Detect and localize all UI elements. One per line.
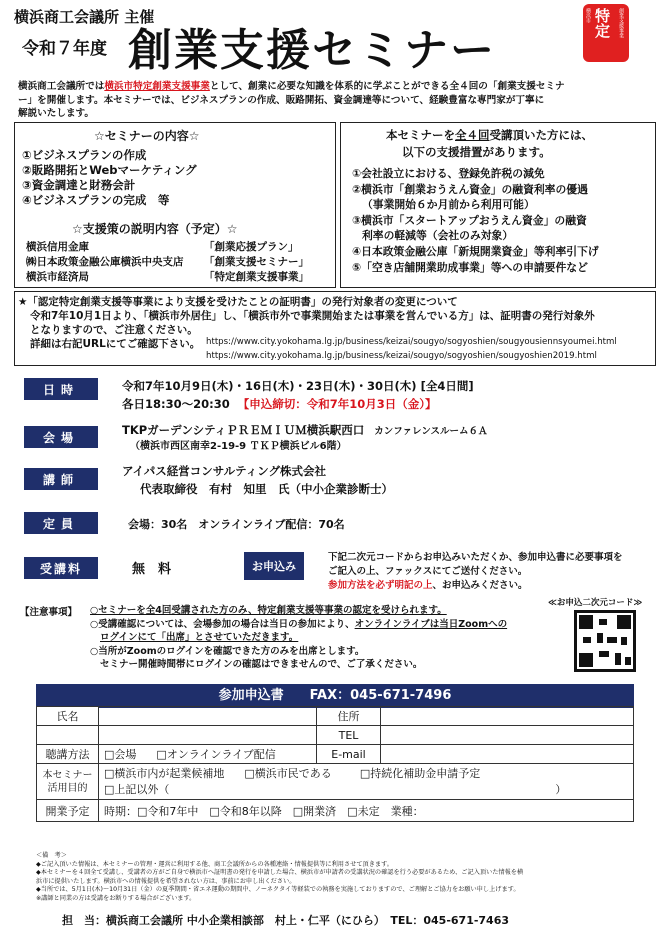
method-label: 聴講方法 — [37, 745, 99, 764]
form-title: 参加申込書 FAX：045-671-7496 — [36, 684, 634, 708]
capacity: 会場：30名 オンラインライブ配信：70名 — [128, 518, 345, 531]
venue-checkbox[interactable]: □会場 — [104, 748, 137, 761]
remarks: ＜備 考＞ ◆ご記入頂いた情報は、本セミナーの管理・運営に利用する他、商工会議所からの各種連絡・情報提供等に利用させて頂きます。 ◆本セミナーを４回全て受講し、受講者の方がご自身で横浜市へ証明書の発行を申請した場合、横浜市が申請者の受講状況の確認を行う必要があるため、ご記入頂いた情報を横 浜市に提供いたします。横浜市への情報提供を希望されない方は、事前にお申し出ください。 ◆当所では、5月1日(木)～10月31日（金）の夏季期間・省エネ運動の期間中、ノーネクタイ等軽装での執務を実施しておりますので、ご理解とご協力をお願い申し上げます。 ※講師と同業の方は受講をお断りする場合がございます。 — [36, 852, 524, 902]
list-item: ⑤「空き店舗開業助成事業」等への申請要件など — [352, 260, 588, 274]
start-options[interactable]: 時期：□令和7年中 □令和8年以降 □開業済 □未定 業種： — [99, 800, 634, 822]
list-item: ③横浜市「スタートアップおうえん資金」の融資 — [352, 213, 587, 227]
lecturer-label: 講師 — [24, 468, 98, 490]
name-field[interactable] — [99, 707, 317, 726]
venue-address: （横浜市西区南幸2-19-9 ＴＫＰ横浜ビル6階） — [130, 441, 347, 452]
venue-name: TKPガーデンシティＰＲＥＭＩＵＭ横浜駅西口 カンファレンスルーム６Ａ — [122, 423, 488, 437]
list-item: 利率の軽減等（会社のみ対象） — [362, 229, 514, 243]
lecturer-company: アイパス経営コンサルティング株式会社 — [122, 464, 327, 478]
contents-heading: ☆セミナーの内容☆ — [94, 129, 200, 143]
benefits-intro: 本セミナーを全４回受講頂いた方には、 — [386, 128, 593, 142]
organizer: 横浜商工会議所 主催 — [14, 8, 155, 26]
purpose-checkbox-2[interactable]: □横浜市民である — [244, 766, 332, 780]
intro-text: 横浜商工会議所では横浜市特定創業支援事業として、創業に必要な知識を体系的に学ぶことができる全４回の「創業支援セミナ ー」を開催します。本セミナーでは、ビジネスプランの作成、販路開拓、資金調達等について、経験豊富な専門家が丁寧に 解説いたします。 — [18, 81, 565, 119]
caution-label: 【注意事項】 — [20, 607, 78, 618]
address-label: 住所 — [317, 707, 381, 726]
apply-instructions-1: 下記二次元コードからお申込みいただくか、参加申込書に必要事項を — [328, 552, 623, 563]
intro-highlight: 横浜市特定創業支援事業 — [104, 81, 210, 92]
time-line: 各日18:30～20:30 【申込締切：令和7年10月3日（金）】 — [122, 397, 437, 411]
list-item: ①会社設立における、登録免許税の減免 — [352, 167, 545, 180]
support-url-link[interactable]: https://www.city.yokohama.lg.jp/business/keizai/sougyo/sogyoshien/sougyoshien2019.html — [206, 351, 597, 361]
list-item: ④日本政策金融公庫「新規開業資金」等利率引下げ — [352, 244, 599, 258]
contact-footer: 担 当：横浜商工会議所 中小企業相談部 村上・仁平（にひら） TEL：045-671-7463 — [62, 914, 510, 927]
address-field[interactable] — [381, 707, 634, 726]
apply-instructions-3: 参加方法を必ず明記の上、お申込みください。 — [328, 580, 528, 591]
deadline: 【申込締切：令和7年10月3日（金）】 — [237, 397, 437, 411]
apply-button[interactable]: お申込み — [244, 552, 304, 580]
stamp-right-text: 創業支援事業 — [618, 8, 624, 38]
list-item: ①ビジネスプランの作成 — [22, 148, 147, 162]
notice-title: ★「認定特定創業支援等事業により支援を受けたことの証明書」の発行対象者の変更について — [18, 296, 458, 308]
tel-label: TEL — [317, 726, 381, 745]
page-title: 創業支援セミナー — [128, 25, 496, 76]
list-item: （事業開始６か月前から利用可能） — [362, 198, 535, 212]
list-item: ③資金調達と財務会計 — [22, 178, 136, 192]
list-item: ②販路開拓とWebマーケティング — [22, 163, 197, 177]
benefits-intro-2: 以下の支援措置があります。 — [402, 145, 551, 159]
list-item: ②横浜市「創業おうえん資金」の融資利率の優遇 — [352, 182, 588, 196]
stamp-left-text: 横浜市 — [585, 8, 591, 23]
name-label: 氏名 — [37, 707, 99, 726]
notice-body-2: となりますので、ご注意ください。 — [30, 324, 198, 336]
purpose-checkbox-3[interactable]: □持続化補助金申請予定 — [359, 766, 481, 780]
certificate-url-link[interactable]: https://www.city.yokohama.lg.jp/business/keizai/sougyo/sogyoshien/sougyousiennsyoumei.html — [206, 337, 617, 347]
capacity-label: 定員 — [24, 512, 98, 534]
tel-field[interactable] — [381, 726, 634, 745]
email-label: E-mail — [317, 745, 381, 764]
qr-caption: ≪お申込二次元コード≫ — [548, 598, 643, 608]
apply-instructions-2: ご記入の上、ファックスにてご送付ください。 — [328, 566, 528, 577]
fee-label: 受講料 — [24, 557, 98, 579]
qr-code[interactable] — [574, 610, 636, 672]
caution-list: ○セミナーを全4回受講された方のみ、特定創業支援等事業の認定を受けられます。 ○受講確認については、会場参加の場合は当日の参加により、オンラインライブは当日Zoomへの ログインにて「出席」とさせていただきます。 ○当所がZoomのログインを確認できた方のみを出席とします。 セミナー開催時間帯にログインの確認はできませんので、ご了承ください。 — [90, 605, 508, 671]
benefits-list — [352, 166, 599, 275]
contents-list — [22, 148, 197, 208]
purpose-label: 本セミナー 活用目的 — [37, 764, 99, 800]
notice-body-3: 詳細は右記URLにてご確認下さい。 — [30, 338, 201, 350]
date-line: 令和7年10月9日(木)・16日(木)・23日(木)・30日(木) [全4日間] — [122, 379, 474, 393]
notice-body-1: 令和7年10月1日より、「横浜市外居住」し、「横浜市外で事業開始または事業を営んでいる方」は、証明書の発行対象外 — [30, 310, 595, 322]
application-form: 氏名 住所 TEL 聴講方法 □会場 □オンラインライブ配信 E-mail 本セミナー 活用目的 □横浜市内が起業候補地 □横浜市民である □持続化補助金申請予定 □上記以外（ ） 開業予定 時期：□令和7年中 □令和8年以降 □開業済 □未定 業種： — [36, 706, 634, 822]
email-field[interactable] — [381, 745, 634, 764]
start-label: 開業予定 — [37, 800, 99, 822]
lecturer-name: 代表取締役 有村 知里 氏（中小企業診断士） — [140, 482, 393, 496]
fee: 無 料 — [132, 562, 172, 577]
name-field-2[interactable] — [99, 726, 317, 745]
fiscal-year: 令和７年度 — [22, 39, 107, 59]
certification-stamp — [583, 4, 629, 62]
stamp-main-text: 特定 — [593, 8, 611, 38]
date-label: 日時 — [24, 378, 98, 400]
purpose-checkbox-other[interactable]: □上記以外（ — [104, 782, 170, 796]
list-item: ④ビジネスプランの完成 等 — [22, 193, 170, 207]
online-checkbox[interactable]: □オンラインライブ配信 — [156, 748, 276, 761]
policy-list: 横浜信用金庫 「創業応援プラン」 ㈱日本政策金融公庫横浜中央支店 「創業支援セミナー」 横浜市経済局 「特定創業支援事業」 — [26, 241, 309, 283]
purpose-checkbox-1[interactable]: □横浜市内が起業候補地 — [104, 766, 225, 780]
venue-label: 会場 — [24, 426, 98, 448]
policy-heading: ☆支援策の説明内容（予定）☆ — [72, 222, 238, 236]
